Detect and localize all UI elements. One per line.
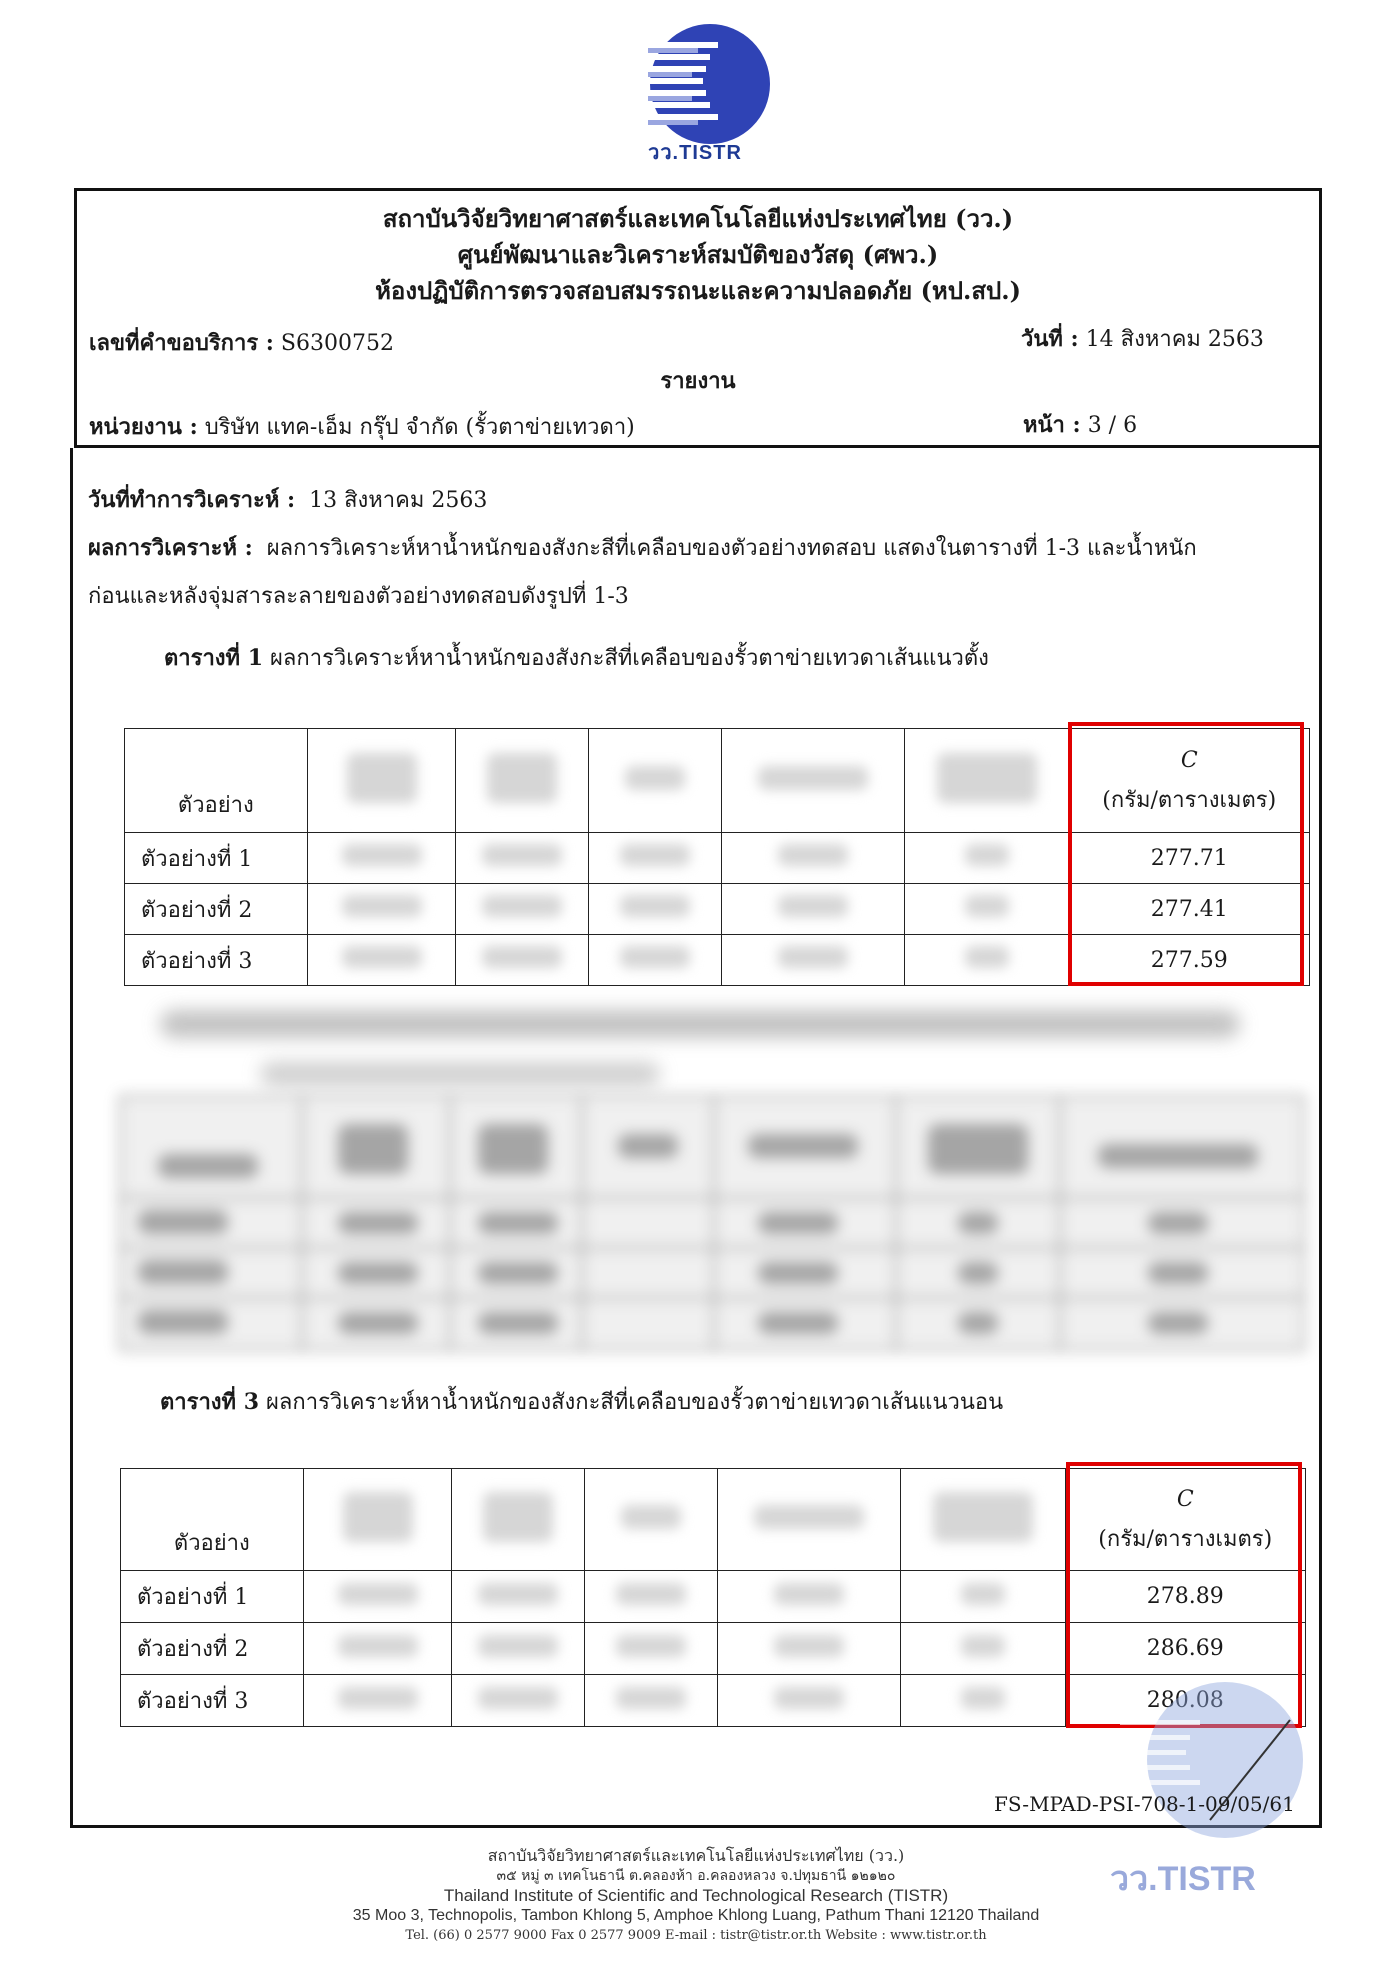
lab-name: ห้องปฏิบัติการตรวจสอบสมรรถนะและความปลอดภัย (หป.สป.) <box>375 276 1021 305</box>
redacted-cell <box>904 833 1069 884</box>
redacted-cell <box>722 833 905 884</box>
c-value: 277.59 <box>1069 935 1309 986</box>
redacted-header <box>452 1469 585 1571</box>
table1-caption-text: ผลการวิเคราะห์หาน้ำหนักของสังกะสีที่เคลือบของรั้วตาข่ายเทวดาเส้นแนวตั้ง <box>270 646 989 671</box>
redacted-cell <box>452 1571 585 1623</box>
institute-name: สถาบันวิจัยวิทยาศาสตร์และเทคโนโลยีแห่งประเทศไทย (วว.) <box>382 204 1014 233</box>
redacted-header <box>456 729 589 833</box>
c-value: 286.69 <box>1065 1623 1305 1675</box>
logo-text: วว.TISTR <box>648 142 742 164</box>
page-label: หน้า : <box>1023 412 1081 438</box>
page-number <box>1023 407 1137 442</box>
redacted-cell <box>585 1623 718 1675</box>
redacted-header <box>718 1469 901 1571</box>
redacted-cell <box>718 1623 901 1675</box>
footer-english-name: Thailand Institute of Scientific and Technological Research (TISTR) <box>443 1886 949 1905</box>
page-value: 3 / 6 <box>1087 413 1138 438</box>
request-label: เลขที่คำขอบริการ : <box>89 330 274 356</box>
report-header <box>74 188 1322 448</box>
redacted-cell <box>900 1623 1065 1675</box>
redacted-cell <box>307 935 456 986</box>
sample-name: ตัวอย่างที่ 2 <box>121 1623 304 1675</box>
redacted-cell <box>303 1571 452 1623</box>
redacted-cell <box>900 1571 1065 1623</box>
redacted-cell <box>307 884 456 935</box>
redacted-header <box>303 1469 452 1571</box>
redacted-header <box>904 729 1069 833</box>
sample-name: ตัวอย่างที่ 1 <box>125 833 308 884</box>
analysis-date-label: วันที่ทำการวิเคราะห์ : <box>88 487 296 513</box>
redacted-cell <box>904 884 1069 935</box>
redacted-header <box>900 1469 1065 1571</box>
redacted-cell <box>589 833 722 884</box>
redacted-cell <box>452 1623 585 1675</box>
redacted-cell <box>307 833 456 884</box>
c-value: 277.71 <box>1069 833 1309 884</box>
tistr-logo <box>620 22 770 162</box>
agency <box>89 409 635 444</box>
redacted-cell <box>456 884 589 935</box>
footer-thai-name: สถาบันวิจัยวิทยาศาสตร์และเทคโนโลยีแห่งประเทศไทย (วว.) <box>487 1846 905 1865</box>
redacted-table2-caption <box>160 1010 1240 1038</box>
table1-caption-label: ตารางที่ 1 <box>164 645 264 671</box>
request-value: S6300752 <box>280 331 394 356</box>
redacted-cell <box>303 1675 452 1727</box>
footer-english-address: 35 Moo 3, Technopolis, Tambon Khlong 5, Amphoe Khlong Luang, Pathum Thani 12120 Thailand <box>352 1907 1040 1924</box>
c-value: 280.08 <box>1065 1675 1305 1727</box>
sample-header: ตัวอย่าง <box>125 729 308 833</box>
c-symbol: C <box>1180 747 1198 773</box>
table3-caption <box>160 1384 1003 1419</box>
redacted-table2-graphic <box>118 1094 1306 1352</box>
report-title: รายงาน <box>660 368 736 394</box>
c-symbol: C <box>1176 1486 1194 1512</box>
redacted-table2-caption-line2 <box>260 1062 660 1086</box>
redacted-cell <box>589 884 722 935</box>
table3-caption-label: ตารางที่ 3 <box>160 1389 260 1415</box>
redacted-cell <box>589 935 722 986</box>
table1-highlight-box <box>1068 722 1304 986</box>
analysis-result-text-2: ก่อนและหลังจุ่มสารละลายของตัวอย่างทดสอบดังรูปที่ 1-3 <box>88 584 629 609</box>
redacted-header <box>589 729 722 833</box>
footer-contact: Tel. (66) 0 2577 9000 Fax 0 2577 9009 E-mail : tistr@tistr.or.th Website : www.tistr.or.th <box>405 1928 987 1943</box>
redacted-cell <box>718 1571 901 1623</box>
sample-name: ตัวอย่างที่ 1 <box>121 1571 304 1623</box>
c-unit: (กรัม/ตารางเมตร) <box>1102 787 1277 813</box>
stamp-text: วว.TISTR <box>1110 1860 1256 1898</box>
c-value: 277.41 <box>1069 884 1309 935</box>
analysis-date <box>88 482 487 517</box>
sample-name: ตัวอย่างที่ 3 <box>121 1675 304 1727</box>
redacted-header <box>307 729 456 833</box>
redacted-cell <box>585 1571 718 1623</box>
redacted-header <box>585 1469 718 1571</box>
date-label: วันที่ : <box>1021 326 1079 352</box>
agency-value: บริษัท แทค-เอ็ม กรุ๊ป จำกัด (รั้วตาข่ายเทวดา) <box>204 415 635 440</box>
globe-logo-icon <box>648 22 772 146</box>
redacted-cell <box>585 1675 718 1727</box>
redacted-cell <box>718 1675 901 1727</box>
request-number <box>89 325 394 360</box>
table1-caption <box>164 640 989 675</box>
footer-thai-address: ๓๕ หมู่ ๓ เทคโนธานี ต.คลองห้า อ.คลองหลวง จ.ปทุมธานี ๑๒๑๒๐ <box>496 1868 896 1884</box>
date-value: 14 สิงหาคม 2563 <box>1085 327 1264 352</box>
sample-name: ตัวอย่างที่ 2 <box>125 884 308 935</box>
redacted-cell <box>904 935 1069 986</box>
form-code: FS-MPAD-PSI-708-1-09/05/61 <box>994 1792 1295 1816</box>
analysis-result <box>88 530 1197 565</box>
c-value: 278.89 <box>1065 1571 1305 1623</box>
sample-name: ตัวอย่างที่ 3 <box>125 935 308 986</box>
redacted-cell <box>722 935 905 986</box>
report-date <box>1021 321 1264 356</box>
analysis-result-label: ผลการวิเคราะห์ : <box>88 535 253 561</box>
agency-label: หน่วยงาน : <box>89 414 198 440</box>
redacted-cell <box>456 935 589 986</box>
sample-header: ตัวอย่าง <box>121 1469 304 1571</box>
table3-caption-text: ผลการวิเคราะห์หาน้ำหนักของสังกะสีที่เคลือบของรั้วตาข่ายเทวดาเส้นแนวนอน <box>266 1390 1004 1415</box>
center-name: ศูนย์พัฒนาและวิเคราะห์สมบัติของวัสดุ (ศพว.) <box>457 240 939 269</box>
footer <box>0 1846 1392 1946</box>
redacted-table2 <box>118 1094 1306 1352</box>
redacted-cell <box>900 1675 1065 1727</box>
c-unit: (กรัม/ตารางเมตร) <box>1098 1526 1273 1552</box>
redacted-cell <box>722 884 905 935</box>
redacted-cell <box>456 833 589 884</box>
redacted-header <box>722 729 905 833</box>
redacted-cell <box>303 1623 452 1675</box>
redacted-cell <box>452 1675 585 1727</box>
analysis-date-value: 13 สิงหาคม 2563 <box>309 488 488 513</box>
analysis-result-text-1: ผลการวิเคราะห์หาน้ำหนักของสังกะสีที่เคลือบของตัวอย่างทดสอบ แสดงในตารางที่ 1-3 และน้ำหนัก <box>266 536 1197 561</box>
